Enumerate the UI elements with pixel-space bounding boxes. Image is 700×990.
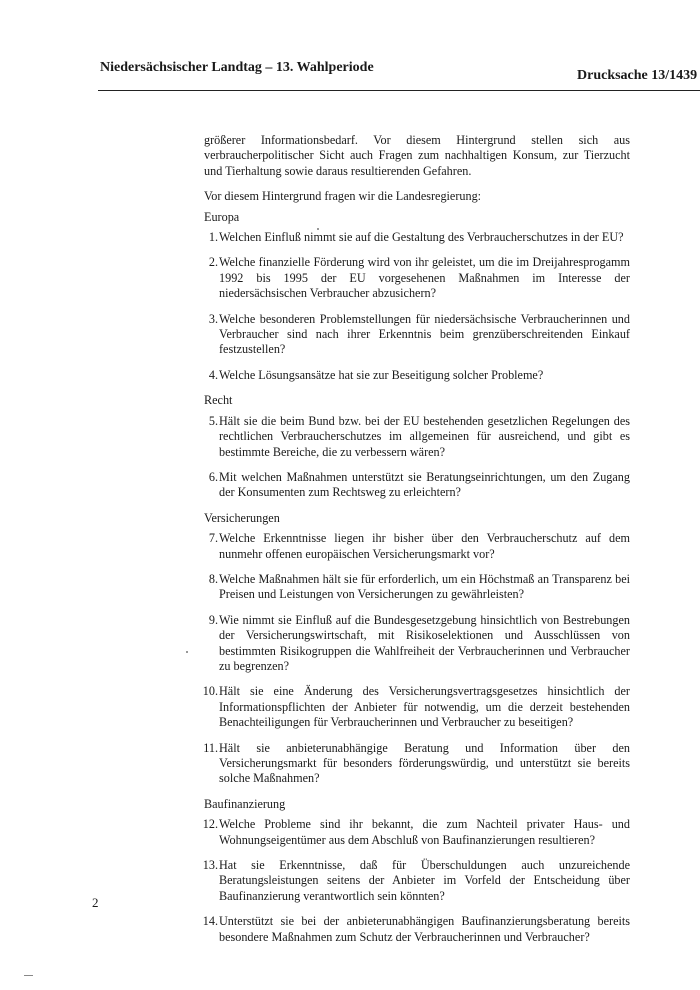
question-list-recht — [204, 414, 630, 501]
section-heading-baufinanzierung: Baufinanzierung — [204, 796, 286, 811]
question-number: 7. — [208, 531, 218, 546]
question-item — [204, 914, 630, 945]
question-item — [204, 741, 630, 787]
question-text: Mit welchen Maßnahmen unterstützt sie Beratungseinrichtungen, um den Zugang der Konsumenten zum Rechtsweg zu erleichtern? — [219, 469, 630, 500]
question-text: Welche Erkenntnisse liegen ihr bisher über den Verbraucherschutz auf dem nunmehr offenen europäischen Versicherungsmarkt vor? — [219, 531, 630, 561]
question-text: Wie nimmt sie Einfluß auf die Bundesgesetzgebung hinsichtlich von Bestrebungen der Versicherungswirtschaft, mit Risikoselektionen und Ausschlüssen von bestimmten Risikogruppen die Wahlfreiheit der Verbraucherinnen und Verbraucher zu begrenzen? — [219, 612, 630, 673]
question-list-baufinanzierung — [204, 817, 630, 945]
question-number: 4. — [208, 367, 218, 382]
question-item — [204, 684, 630, 730]
section-heading-recht: Recht — [204, 393, 233, 408]
question-text: Hält sie anbieterunabhängige Beratung und Information über den Versicherungsmarkt für besonders förderungswürdig, und unterstützt sie bereits solche Maßnahmen? — [219, 740, 630, 786]
question-number: 12. — [202, 817, 218, 832]
header-parliament-title: Niedersächsischer Landtag – 13. Wahlperiode — [100, 60, 374, 75]
question-text: Welche Maßnahmen hält sie für erforderlich, um ein Höchstmaß an Transparenz bei Preisen und Leistungen von Versicherungen zu gewährleisten? — [219, 571, 630, 602]
section-heading-versicherungen: Versicherungen — [204, 510, 280, 525]
question-number: 14. — [202, 914, 218, 929]
question-number: 11. — [203, 740, 218, 755]
question-item — [204, 312, 630, 358]
document-body — [204, 133, 630, 955]
question-item — [204, 531, 630, 562]
question-list-europa — [204, 230, 630, 383]
question-text: Hat sie Erkenntnisse, daß für Überschuldungen auch unzureichende Beratungsleistungen seitens der Anbieter im Vorfeld der Entscheidung über Baufinanzierung verantwortlich sein könnten? — [219, 858, 630, 903]
intro-paragraph: größerer Informationsbedarf. Vor diesem Hintergrund stellen sich aus verbraucherpolitischer Sicht auch Fragen zum nachhaltigen Konsum, zur Tierzucht und Tierhaltung sowie daraus resultierenden Gefahren. — [204, 133, 630, 178]
header-divider — [98, 90, 700, 91]
question-text: Unterstützt sie bei der anbieterunabhängigen Baufinanzierungsberatung bereits besondere Maßnahmen zum Schutz der Verbraucherinnen und Verbraucher? — [219, 914, 630, 944]
question-number: 13. — [202, 858, 218, 873]
question-number: 1. — [208, 230, 218, 245]
question-item — [204, 230, 630, 245]
question-item — [204, 470, 630, 501]
question-item — [204, 255, 630, 301]
question-number: 10. — [202, 684, 218, 699]
page-number: 2 — [92, 895, 99, 910]
question-item — [204, 817, 630, 848]
question-item — [204, 572, 630, 603]
question-text: Welche Lösungsansätze hat sie zur Beseitigung solcher Probleme? — [219, 367, 544, 382]
lead-sentence: Vor diesem Hintergrund fragen wir die Landesregierung: — [204, 189, 482, 204]
question-item — [204, 368, 630, 383]
question-item — [204, 414, 630, 460]
page-header — [100, 60, 700, 84]
section-heading-europa: Europa — [204, 209, 240, 224]
question-item — [204, 858, 630, 904]
question-number: 9. — [208, 612, 218, 627]
question-number: 2. — [208, 255, 218, 270]
header-document-number: Drucksache 13/1439 — [577, 68, 698, 83]
question-text: Hält sie die beim Bund bzw. bei der EU bestehenden gesetzlichen Regelungen des rechtlichen Verbraucherschutzes im allgemeinen für ausreichend, und gibt es bestimmte Bereiche, die zu verbessern wären? — [219, 413, 630, 459]
question-item — [204, 613, 630, 675]
question-number: 8. — [208, 571, 218, 586]
scan-speck — [186, 651, 188, 653]
question-number: 3. — [208, 311, 218, 326]
question-text: Welche Probleme sind ihr bekannt, die zum Nachteil privater Haus- und Wohnungseigentümer aus dem Abschluß von Baufinanzierungen resultieren? — [219, 817, 630, 847]
scan-mark — [24, 975, 33, 976]
scan-speck — [317, 228, 319, 230]
question-text: Welche finanzielle Förderung wird von ihr geleistet, um die im Dreijahresprogamm 1992 bis 1995 der EU vorgesehenen Maßnahmen im Interesse der niedersächsischen Verbraucher abzusichern? — [219, 255, 630, 301]
question-number: 6. — [208, 469, 218, 484]
question-number: 5. — [208, 413, 218, 428]
question-list-versicherungen — [204, 531, 630, 787]
question-text: Welchen Einfluß nimmt sie auf die Gestaltung des Verbraucherschutzes in der EU? — [219, 230, 624, 245]
question-text: Welche besonderen Problemstellungen für niedersächsische Verbraucherinnen und Verbraucher sind nach ihrer Erkenntnis beim grenzüberschreitenden Einkauf festzustellen? — [219, 311, 630, 357]
question-text: Hält sie eine Änderung des Versicherungsvertragsgesetzes hinsichtlich der Informationspflichten der Anbieter für notwendig, um die derzeit bestehenden Benachteiligungen für Verbraucherinnen und Verbraucher zu beseitigen? — [219, 684, 630, 730]
